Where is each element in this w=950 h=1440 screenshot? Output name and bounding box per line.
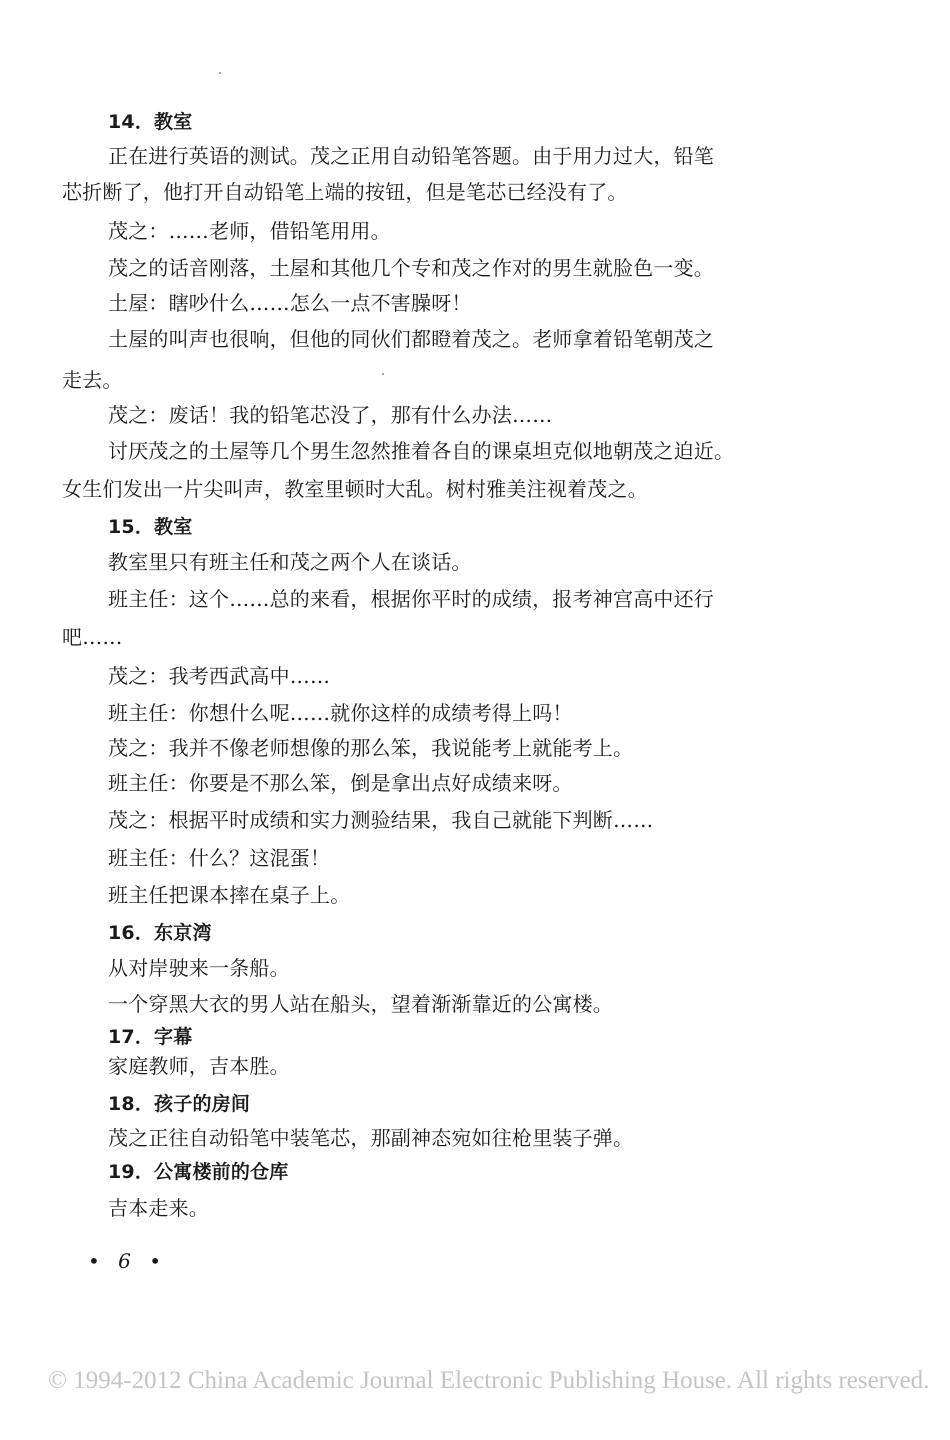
- scene-heading: 16．东京湾: [108, 922, 212, 944]
- scene-heading: 19．公寓楼前的仓库: [108, 1161, 289, 1183]
- paragraph-line: 讨厌茂之的土屋等几个男生忽然推着各自的课桌坦克似地朝茂之迫近。: [108, 439, 735, 463]
- paragraph-line: 茂之正往自动铅笔中装笔芯，那副神态宛如往枪里装子弹。: [108, 1126, 634, 1150]
- scene-heading: 14．教室: [108, 111, 193, 133]
- page-number: • 6 •: [88, 1249, 168, 1273]
- paragraph-line: 土屋的叫声也很响，但他的同伙们都瞪着茂之。老师拿着铅笔朝茂之: [108, 327, 714, 351]
- dialogue-line: 茂之：我并不像老师想像的那么笨，我说能考上就能考上。: [108, 736, 634, 760]
- paragraph-line: 班主任把课本摔在桌子上。: [108, 883, 351, 907]
- dialogue-line: 吧……: [62, 625, 123, 649]
- dialogue-line: 茂之：……老师，借铅笔用用。: [108, 219, 391, 243]
- paragraph-line: 吉本走来。: [108, 1196, 209, 1220]
- dialogue-line: 班主任：什么？这混蛋！: [108, 846, 331, 870]
- paragraph-line: 走去。: [62, 368, 123, 392]
- scene-heading: 18．孩子的房间: [108, 1093, 251, 1115]
- dialogue-line: 班主任：你想什么呢……就你这样的成绩考得上吗！: [108, 701, 573, 725]
- paragraph-line: 芯折断了，他打开自动铅笔上端的按钮，但是笔芯已经没有了。: [62, 180, 628, 204]
- paragraph-line: 正在进行英语的测试。茂之正用自动铅笔答题。由于用力过大，铅笔: [108, 144, 714, 168]
- paragraph-line: 家庭教师，吉本胜。: [108, 1054, 290, 1078]
- paragraph-line: 茂之的话音刚落，土屋和其他几个专和茂之作对的男生就脸色一变。: [108, 256, 714, 280]
- paragraph-line: 一个穿黑大衣的男人站在船头，望着渐渐靠近的公寓楼。: [108, 992, 613, 1016]
- paragraph-line: 女生们发出一片尖叫声，教室里顿时大乱。树村雅美注视着茂之。: [62, 477, 648, 501]
- scan-speck: [219, 72, 221, 74]
- scan-speck: [382, 373, 384, 375]
- dialogue-line: 班主任：你要是不那么笨，倒是拿出点好成绩来呀。: [108, 771, 573, 795]
- dialogue-line: 茂之：根据平时成绩和实力测验结果，我自己就能下判断……: [108, 808, 654, 832]
- dialogue-line: 班主任：这个……总的来看，根据你平时的成绩，报考神宫高中还行: [108, 587, 714, 611]
- copyright-footer: © 1994-2012 China Academic Journal Electronic Publishing House. All rights reserved.: [48, 1367, 930, 1394]
- dialogue-line: 土屋：瞎吵什么……怎么一点不害臊呀！: [108, 291, 472, 315]
- dialogue-line: 茂之：我考西武高中……: [108, 664, 331, 688]
- scene-heading: 15．教室: [108, 516, 193, 538]
- scene-heading: 17．字幕: [108, 1026, 193, 1048]
- paragraph-line: 教室里只有班主任和茂之两个人在谈话。: [108, 550, 472, 574]
- paragraph-line: 从对岸驶来一条船。: [108, 956, 290, 980]
- dialogue-line: 茂之：废话！我的铅笔芯没了，那有什么办法……: [108, 403, 553, 427]
